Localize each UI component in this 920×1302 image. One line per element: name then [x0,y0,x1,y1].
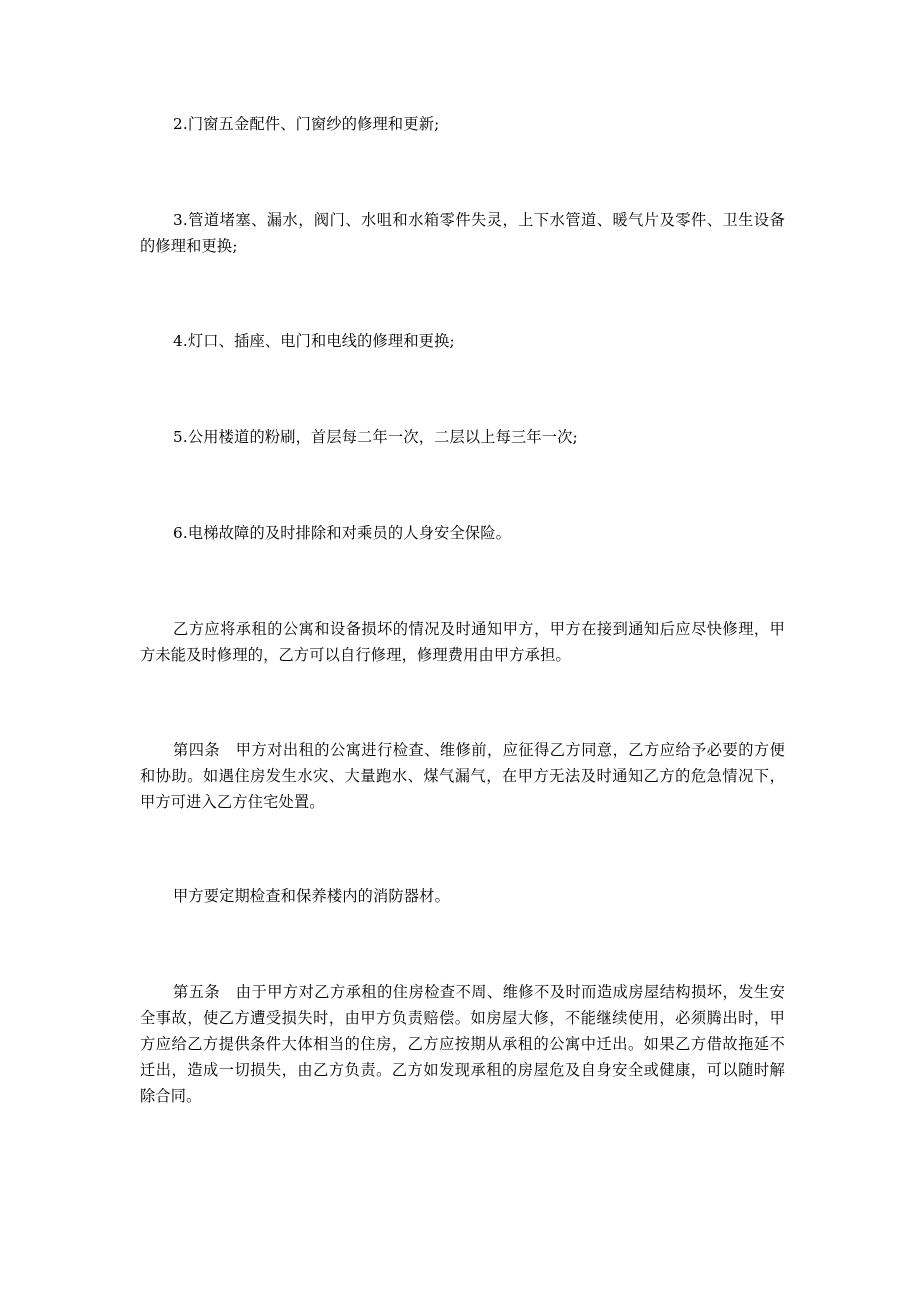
paragraph-article-4: 第四条 甲方对出租的公寓进行检查、维修前，应征得乙方同意，乙方应给予必要的方便和协助。如遇住房发生水灾、大量跑水、煤气漏气，在甲方无法及时通知乙方的危急情况下，甲方可进入乙方住宅处置。 [140,741,785,811]
paragraph-item-2: 2.门窗五金配件、门窗纱的修理和更新; [173,115,440,133]
paragraph-repair-notice: 乙方应将承租的公寓和设备损坏的情况及时通知甲方，甲方在接到通知后应尽快修理，甲方未能及时修理的，乙方可以自行修理，修理费用由甲方承担。 [140,620,785,664]
paragraph-item-3: 3.管道堵塞、漏水，阀门、水咀和水箱零件失灵，上下水管道、暖气片及零件、卫生设备的修理和更换; [140,211,785,255]
paragraph-item-4: 4.灯口、插座、电门和电线的修理和更换; [173,332,455,350]
paragraph-item-6: 6.电梯故障的及时排除和对乘员的人身安全保险。 [173,524,512,542]
paragraph-item-5: 5.公用楼道的粉刷，首层每二年一次，二层以上每三年一次; [173,428,578,446]
paragraph-fire-equipment: 甲方要定期检查和保养楼内的消防器材。 [173,887,450,905]
paragraph-article-5: 第五条 由于甲方对乙方承租的住房检查不周、维修不及时而造成房屋结构损坏，发生安全事故，使乙方遭受损失时，由甲方负责赔偿。如房屋大修，不能继续使用，必须腾出时，甲方应给乙方提供条件大体相当的住房，乙方应按期从承租的公寓中迁出。如果乙方借故拖延不迁出，造成一切损失，由乙方负责。乙方如发现承租的房屋危及自身安全或健康，可以随时解除合同。 [140,983,785,1105]
